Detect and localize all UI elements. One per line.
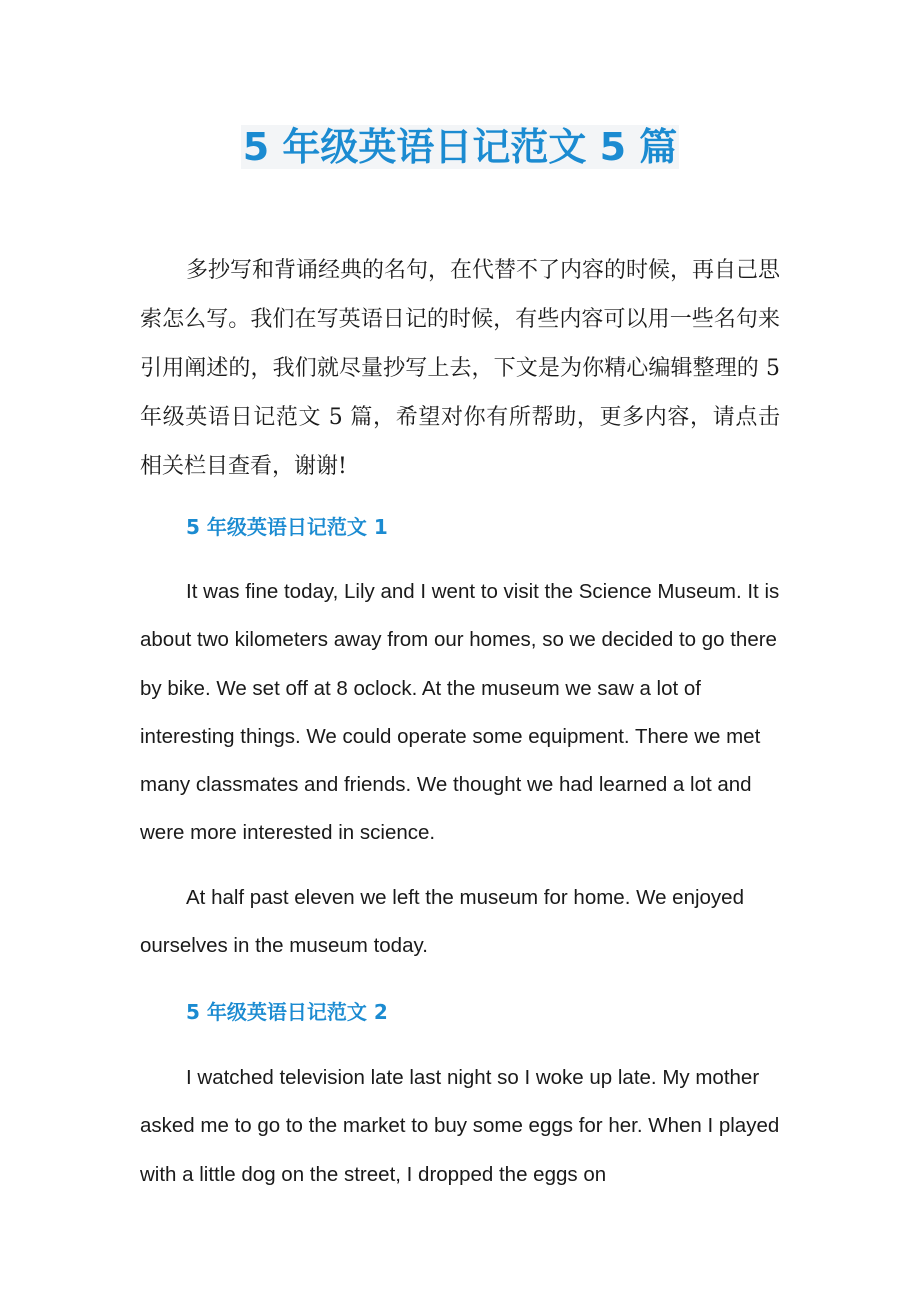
section-2-paragraph-1: I watched television late last night so I woke up late. My mother asked me to go to the market to buy some eggs for her. When I played with a little dog on the street, I dropped the eggs on (140, 1066, 780, 1186)
page-title (0, 118, 920, 176)
section-heading-2: 5 年级英语日记范文 2 (186, 1000, 388, 1024)
intro-paragraph: 多抄写和背诵经典的名句，在代替不了内容的时候，再自己思索怎么写。我们在写英语日记的时候，有些内容可以用一些名句来引用阐述的，我们就尽量抄写上去，下文是为你精心编辑整理的 5 年级英语日记范文 5 篇，希望对你有所帮助，更多内容，请点击相关栏目查看，谢谢! (140, 258, 781, 479)
section-heading-1: 5 年级英语日记范文 1 (186, 515, 388, 539)
page-title-text: 5 年级英语日记范文 5 篇 (242, 125, 678, 169)
section-1-paragraph-2: At half past eleven we left the museum for home. We enjoyed ourselves in the museum today. (140, 886, 744, 958)
section-1-paragraph-1: It was fine today, Lily and I went to visit the Science Museum. It is about two kilometers away from our homes, so we decided to go there by bike. We set off at 8 oclock. At the museum we saw a lot of interesting things. We could operate some equipment. There we met many classmates and friends. We thought we had learned a lot and were more interested in science. (140, 580, 780, 845)
